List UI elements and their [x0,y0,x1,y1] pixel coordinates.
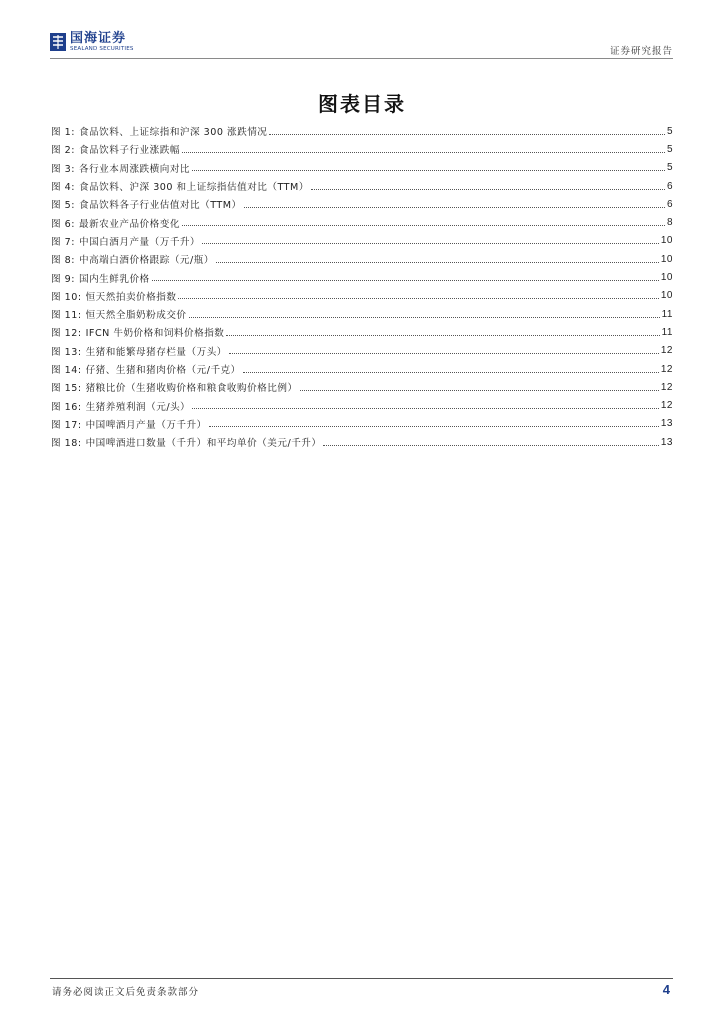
page-footer [50,978,673,1003]
toc-entry-label: 图 6: [51,218,75,230]
toc-entry[interactable] [51,195,673,213]
toc-entry[interactable] [51,159,673,177]
toc-entry-title: 食品饮料子行业涨跌幅 [78,145,180,157]
toc-entry-label: 图 16: [51,401,82,413]
toc-entry-page: 6 [666,198,673,210]
toc-entry[interactable] [51,232,673,250]
toc-entry-page: 10 [660,290,673,302]
page-header [50,30,673,59]
toc-entry-label: 图 1: [51,127,75,139]
toc-dot-leader [189,317,660,318]
toc-entry-page: 12 [660,363,673,375]
toc-entry[interactable] [51,323,673,341]
toc-entry-label: 图 8: [51,255,75,267]
logo-chinese-name: 国海证券 [70,31,127,46]
company-logo [50,32,134,54]
toc-entry-label: 图 15: [51,383,82,395]
toc-entry[interactable] [51,433,673,451]
toc-title: 图表目录 [318,92,406,116]
toc-dot-leader [244,207,665,208]
toc-dot-leader [182,225,665,226]
toc-entry-title: 中国啤酒进口数量（千升）和平均单价（美元/千升） [85,438,322,450]
toc-entry-title: 食品饮料、沪深 300 和上证综指估值对比（TTM） [78,182,309,194]
toc-entry-label: 图 4: [51,182,75,194]
toc-entry-page: 10 [660,235,673,247]
toc-entry-page: 5 [666,162,673,174]
toc-entry-page: 8 [666,217,673,229]
toc-entry-title: IFCN 牛奶价格和饲料价格指数 [85,328,225,340]
toc-dot-leader [202,243,659,244]
toc-entry-title: 各行业本周涨跌横向对比 [78,163,191,175]
toc-dot-leader [192,408,659,409]
disclaimer-note: 请务必阅读正文后免责条款部分 [52,987,200,998]
toc-entry[interactable] [51,122,673,140]
sealand-logo-icon [50,33,66,51]
toc-entry[interactable] [51,177,673,195]
toc-entry-title: 中国啤酒月产量（万千升） [85,419,207,431]
report-type-label: 证券研究报告 [609,46,673,57]
toc-entry[interactable] [51,268,673,286]
toc-entry-label: 图 12: [51,328,82,340]
toc-dot-leader [182,152,665,153]
toc-entry-title: 食品饮料各子行业估值对比（TTM） [78,200,242,212]
toc-entry-title: 生猪和能繁母猪存栏量（万头） [85,346,227,358]
toc-dot-leader [226,335,659,336]
toc-entry[interactable] [51,342,673,360]
toc-entry-label: 图 7: [51,236,75,248]
toc-entry-label: 图 3: [51,163,75,175]
toc-entry[interactable] [51,287,673,305]
toc-entry-page: 6 [666,180,673,192]
toc-entry-title: 食品饮料、上证综指和沪深 300 涨跌情况 [78,127,268,139]
toc-entry-page: 12 [660,400,673,412]
toc-dot-leader [209,426,659,427]
toc-dot-leader [216,262,659,263]
toc-entry-title: 国内生鲜乳价格 [78,273,150,285]
toc-entry-title: 生猪养殖利润（元/头） [85,401,191,413]
toc-dot-leader [311,189,665,190]
toc-entry[interactable] [51,378,673,396]
toc-dot-leader [152,280,659,281]
toc-entry-label: 图 2: [51,145,75,157]
toc-entry-title: 仔猪、生猪和猪肉价格（元/千克） [85,365,241,376]
toc-entry-label: 图 13: [51,346,82,358]
page-number: 4 [662,982,670,997]
toc-entry[interactable] [51,250,673,268]
toc-entry-label: 图 17: [51,419,82,431]
toc-entry[interactable] [51,415,673,433]
toc-entry-title: 中高端白酒价格跟踪（元/瓶） [78,255,214,267]
toc-entry-title: 中国白酒月产量（万千升） [78,236,201,248]
toc-entry-label: 图 10: [51,291,82,303]
toc-entry-label: 图 5: [51,200,75,212]
toc-dot-leader [300,390,659,391]
toc-entry-page: 11 [661,326,673,338]
toc-entry[interactable] [51,213,673,231]
toc-entry-label: 图 18: [51,438,82,450]
toc-entry-label: 图 14: [51,365,82,376]
toc-entry-page: 13 [660,436,673,448]
toc-entry-page: 5 [666,143,673,155]
toc-dot-leader [192,170,665,171]
toc-dot-leader [323,445,658,446]
toc-entry-title: 恒天然拍卖价格指数 [85,291,177,303]
toc-entry-page: 10 [660,253,673,265]
toc-entry[interactable] [51,140,673,158]
toc-entry-page: 5 [666,125,673,137]
toc-entry[interactable] [51,360,673,378]
toc-entry-label: 图 11: [51,310,82,322]
toc-entry-page: 13 [660,418,673,430]
logo-english-name: SEALAND SECURITIES [70,46,134,52]
toc-entry[interactable] [51,396,673,414]
toc-entry-page: 11 [661,308,673,320]
toc-entry-title: 恒天然全脂奶粉成交价 [85,310,187,322]
toc-entry-label: 图 9: [51,273,75,285]
toc-dot-leader [243,372,659,373]
toc-entry-page: 12 [660,381,673,393]
toc-dot-leader [269,134,665,135]
toc-entry-page: 10 [660,272,673,284]
toc-dot-leader [178,298,658,299]
figure-toc-list [51,122,673,451]
toc-entry[interactable] [51,305,673,323]
toc-dot-leader [229,353,659,354]
toc-entry-title: 最新农业产品价格变化 [78,218,180,230]
toc-entry-title: 猪粮比价（生猪收购价格和粮食收购价格比例） [85,383,298,395]
toc-entry-page: 12 [660,345,673,357]
